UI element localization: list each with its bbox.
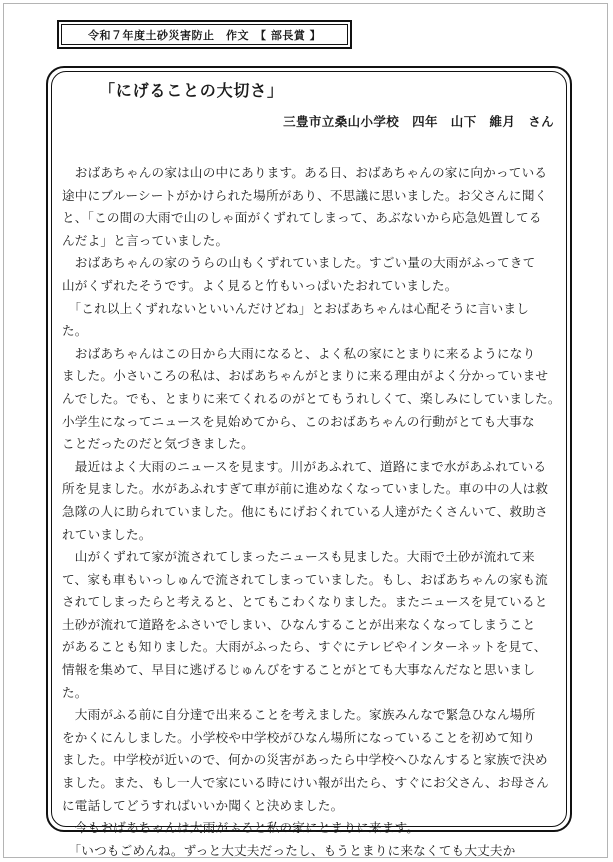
essay-line: をかくにんしました。小学校や中学校がひなん場所になっていることを初めて知り bbox=[62, 729, 536, 745]
essay-author: 三豊市立桑山小学校 四年 山下 維月 さん bbox=[283, 114, 554, 129]
essay-line: 今もおばあちゃんは大雨がふると私の家にとまりに来ます。 bbox=[62, 820, 420, 836]
essay-line: ました。小さいころの私は、おばあちゃんがとまりに来る理由がよく分かっていませ bbox=[62, 368, 549, 384]
essay-line: んだよ」と言っていました。 bbox=[62, 232, 229, 248]
essay-line: て、家も車もいっしゅんで流されてしまっていました。もし、おばあちゃんの家も流 bbox=[62, 571, 548, 587]
essay-title: 「にげることの大切さ」 bbox=[99, 81, 284, 100]
essay-line: 途中にブルーシートがかけられた場所があり、不思議に思いました。お父さんに聞く bbox=[62, 187, 548, 203]
essay-line: 山がくずれたそうです。よく見ると竹もいっぱいたおれていました。 bbox=[62, 277, 458, 293]
essay-line: ました。また、もし一人で家にいる時にけい報が出たら、すぐにお父さん、お母さん bbox=[62, 775, 549, 791]
essay-line: ことだったのだと気づきました。 bbox=[62, 436, 254, 452]
essay-frame bbox=[46, 66, 572, 858]
essay-line: おばあちゃんはこの日から大雨になると、よく私の家にとまりに来るようになり bbox=[62, 345, 536, 361]
essay-line: んでした。でも、とまりに来てくれるのがとてもうれしくて、楽しみにしていました。 bbox=[62, 390, 561, 406]
essay-line: た。 bbox=[62, 323, 88, 339]
award-label-box bbox=[57, 20, 352, 49]
essay-line: に電話してどうすればいいか聞くと決めました。 bbox=[62, 797, 344, 813]
essay-line: 最近はよく大雨のニュースを見ます。川があふれて、道路にまで水があふれている bbox=[62, 458, 547, 474]
essay-line: れていました。 bbox=[62, 526, 152, 542]
essay-line: 小学生になってニュースを見始めてから、このおばあちゃんの行動がとても大事な bbox=[62, 413, 535, 429]
essay-line: た。 bbox=[62, 684, 88, 700]
essay-line: 土砂が流れて道路をふさいでしまい、ひなんすることが出来なくなってしまうこと bbox=[62, 616, 536, 632]
essay-line: 大雨がふる前に自分達で出来ることを考えました。家族みんなで緊急ひなん場所 bbox=[62, 707, 536, 723]
essay-line: おばあちゃんの家のうらの山もくずれていました。すごい量の大雨がふってきて bbox=[62, 255, 536, 271]
essay-line: 「これ以上くずれないといいんだけどね」とおばあちゃんは心配そうに言いまし bbox=[62, 300, 530, 316]
essay-line: 情報を集めて、早目に逃げるじゅんびをすることがとても大事なんだなと思いまし bbox=[62, 662, 536, 678]
essay-line: 急隊の人に助られていました。他にもにげおくれている人達がたくさんいて、救助さ bbox=[62, 503, 548, 519]
essay-body bbox=[62, 162, 561, 862]
essay-line: 山がくずれて家が流されてしまったニュースも見ました。大雨で土砂が流れて来 bbox=[62, 549, 535, 565]
essay-line: されてしまったらと考えると、とてもこわくなりました。またニュースを見ていると bbox=[62, 594, 548, 610]
essay-line: と、「この間の大雨で山のしゃ面がくずれてしまって、あぶないから応急処置してる bbox=[62, 210, 542, 226]
essay-line: ました。中学校が近いので、何かの災害があったら中学校へひなんすると家族で決め bbox=[62, 752, 548, 768]
essay-line: おばあちゃんの家は山の中にあります。ある日、おばあちゃんの家に向かっている bbox=[62, 165, 548, 180]
essay-line: 所を見ました。水があふれすぎて車が前に進めなくなっていました。車の中の人は救 bbox=[62, 481, 549, 497]
essay-line: があることも知りました。大雨がふったら、すぐにテレビやインターネットを見て、 bbox=[62, 639, 547, 655]
award-label: 令和７年度土砂災害防止 作文 【 部長賞 】 bbox=[61, 24, 348, 45]
essay-line: 「いつもごめんね。ずっと大丈夫だったし、もうとまりに来なくても大丈夫か bbox=[62, 842, 516, 858]
